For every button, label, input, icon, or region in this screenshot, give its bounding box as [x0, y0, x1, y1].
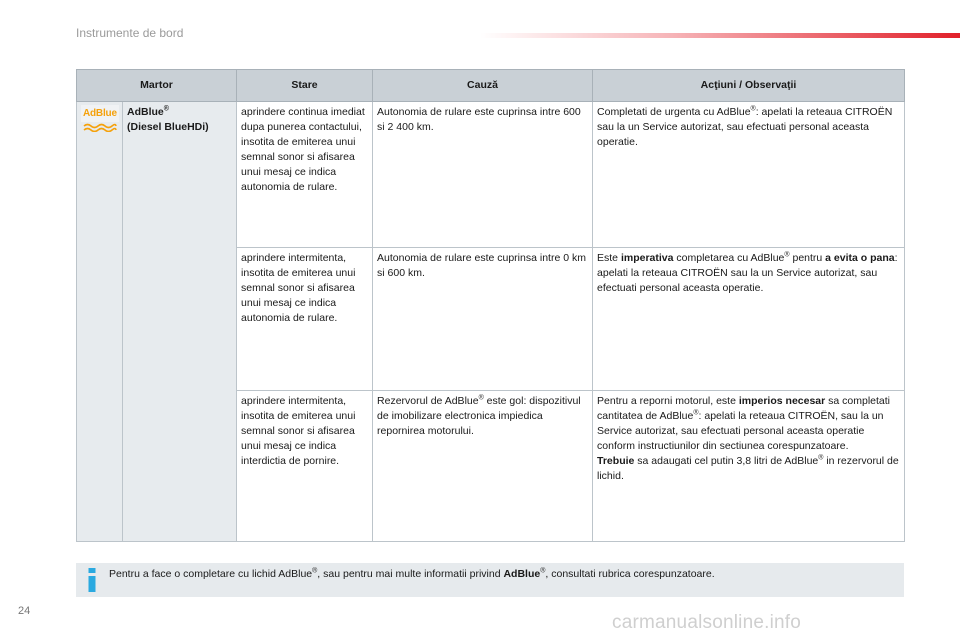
table-row: [77, 102, 905, 248]
actiuni-cell: Este imperativa completarea cu AdBlue® pentru a evita o pana: apelati la reteaua CITROËN sau la un Service autorizat, sau efectuati personal aceasta operatie.: [593, 248, 905, 391]
actiuni-cell: Pentru a reporni motorul, este imperios necesar sa completati cantitatea de AdBlue®: apelati la reteaua CITROËN, sau la un Service autorizat, sau efectuati personal aceasta operatie conform instructiunilor din sectiunea corespunzatoare. Trebuie sa adaugati cel putin 3,8 litri de AdBlue® in rezervorul de lichid.: [593, 391, 905, 542]
watermark: carmanualsonline.info: [612, 612, 802, 633]
column-header-cauza: Cauză: [373, 70, 593, 102]
column-header-actiuni: Acţiuni / Observaţii: [593, 70, 905, 102]
warning-lights-table: [76, 69, 905, 542]
table-header-row: [77, 70, 905, 102]
adblue-icon-label: AdBlue: [83, 108, 117, 119]
header-divider: [480, 33, 960, 38]
cauza-cell: Autonomia de rulare este cuprinsa intre 600 si 2 400 km.: [373, 102, 593, 248]
adblue-icon: [81, 105, 118, 132]
page-number: 24: [18, 605, 31, 617]
info-icon: [87, 568, 97, 592]
indicator-name: AdBlue: [127, 106, 164, 118]
info-note: [76, 563, 904, 597]
indicator-icon-cell: [77, 102, 123, 542]
section-title: Instrumente de bord: [76, 26, 184, 40]
cauza-cell: Rezervorul de AdBlue® este gol: dispozitivul de imobilizare electronica impiedica repornirea motorului.: [373, 391, 593, 542]
stare-cell: aprindere intermitenta, insotita de emiterea unui semnal sonor si afisarea unui mesaj ce indica autonomia de rulare.: [237, 248, 373, 391]
cauza-cell: Autonomia de rulare este cuprinsa intre 0 km si 600 km.: [373, 248, 593, 391]
column-header-martor: Martor: [77, 70, 237, 102]
actiuni-cell: Completati de urgenta cu AdBlue®: apelati la reteaua CITROËN sau la un Service autorizat, sau efectuati personal aceasta operatie.: [593, 102, 905, 248]
stare-cell: aprindere continua imediat dupa punerea contactului, insotita de emiterea unui semnal sonor si afisarea unui mesaj ce indica autonomia de rulare.: [237, 102, 373, 248]
indicator-variant: (Diesel BlueHDi): [127, 121, 209, 133]
indicator-name-cell: AdBlue® (Diesel BlueHDi): [123, 102, 237, 542]
info-text: Pentru a face o completare cu lichid AdBlue®, sau pentru mai multe informatii privind AdBlue®, consultati rubrica corespunzatoare.: [109, 567, 715, 580]
column-header-stare: Stare: [237, 70, 373, 102]
stare-cell: aprindere intermitenta, insotita de emiterea unui semnal sonor si afisarea unui mesaj ce indica interdictia de pornire.: [237, 391, 373, 542]
